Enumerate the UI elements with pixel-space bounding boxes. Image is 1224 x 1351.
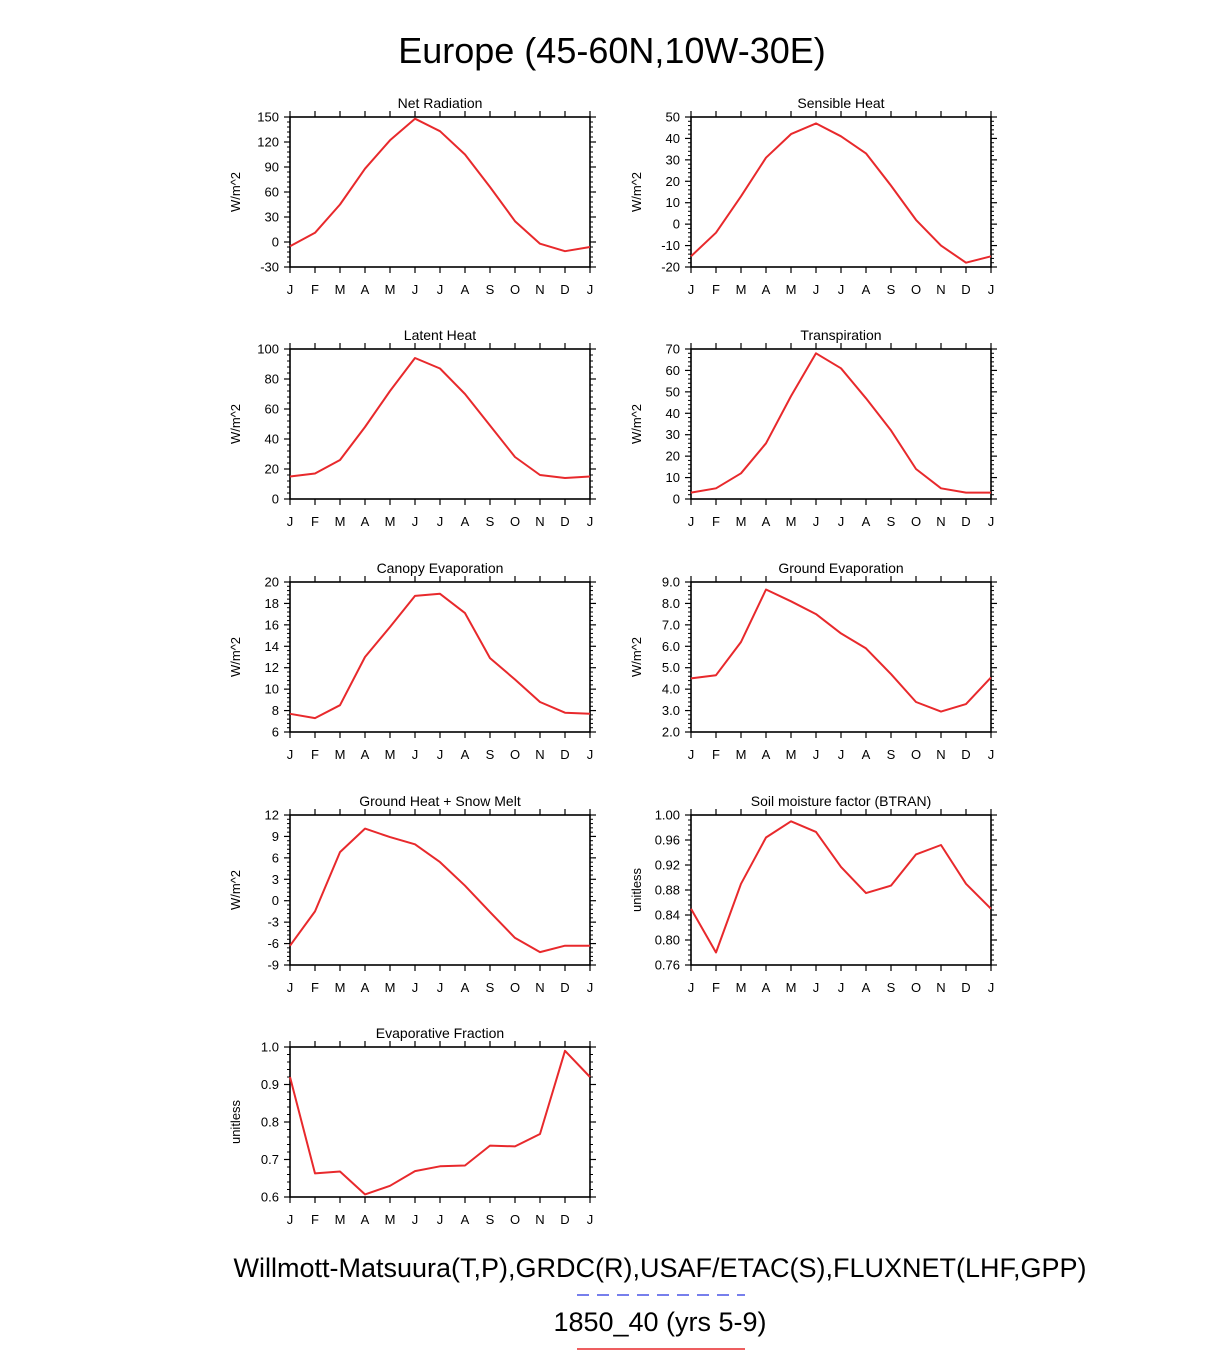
x-tick-label: J — [286, 282, 294, 297]
x-tick-label: A — [761, 747, 771, 762]
series-line — [290, 594, 590, 718]
y-tick-label: 60 — [264, 401, 279, 417]
x-tick-label: J — [436, 514, 444, 529]
y-axis-label: W/m^2 — [228, 869, 243, 911]
x-tick-label: D — [961, 747, 971, 762]
y-tick-label: 20 — [264, 461, 279, 477]
x-tick-label: N — [535, 514, 545, 529]
y-tick-label: 9 — [271, 828, 279, 844]
y-tick-label: 0.6 — [260, 1189, 279, 1205]
x-tick-label: J — [286, 980, 294, 995]
y-tick-label: 30 — [264, 209, 279, 225]
panel-sensible-heat — [629, 95, 997, 297]
y-tick-label: 50 — [665, 109, 680, 125]
plot-frame — [691, 815, 991, 965]
x-tick-label: S — [886, 980, 896, 995]
series-line — [290, 358, 590, 478]
x-tick-label: M — [785, 980, 797, 995]
x-tick-label: J — [812, 747, 820, 762]
x-tick-label: A — [460, 980, 470, 995]
x-tick-label: J — [411, 1212, 419, 1227]
y-tick-label: 8.0 — [661, 595, 680, 611]
x-tick-label: M — [334, 282, 346, 297]
y-axis-label: unitless — [629, 867, 644, 913]
panel-title: Transpiration — [800, 327, 882, 343]
plot-frame — [290, 1047, 590, 1197]
y-tick-label: 10 — [665, 470, 680, 486]
x-tick-label: A — [360, 282, 370, 297]
x-tick-label: D — [961, 514, 971, 529]
x-tick-label: F — [311, 747, 319, 762]
x-tick-label: M — [334, 980, 346, 995]
x-tick-label: J — [687, 980, 695, 995]
y-tick-label: 80 — [264, 371, 279, 387]
y-tick-label: -20 — [661, 259, 680, 275]
y-tick-label: 70 — [665, 341, 680, 357]
x-tick-label: A — [460, 282, 470, 297]
x-tick-label: A — [460, 747, 470, 762]
y-tick-label: 30 — [665, 427, 680, 443]
plot-frame — [691, 117, 991, 267]
x-tick-label: S — [886, 282, 896, 297]
y-tick-label: 9.0 — [661, 574, 680, 590]
series-line — [691, 353, 991, 492]
y-tick-label: 0 — [271, 893, 279, 909]
panel-latent-heat — [228, 327, 596, 529]
x-tick-label: S — [886, 514, 896, 529]
x-tick-label: M — [384, 980, 396, 995]
x-tick-label: O — [910, 747, 922, 762]
y-tick-label: 40 — [665, 405, 680, 421]
x-tick-label: M — [785, 747, 797, 762]
y-tick-label: 0 — [672, 491, 680, 507]
x-tick-label: J — [411, 514, 419, 529]
y-tick-label: 0.7 — [260, 1152, 279, 1167]
x-tick-label: J — [586, 1212, 594, 1227]
x-tick-label: M — [334, 514, 346, 529]
x-tick-label: A — [761, 980, 771, 995]
y-tick-label: 20 — [264, 574, 279, 590]
y-tick-label: -10 — [661, 238, 680, 254]
panels-container — [228, 95, 997, 1227]
y-tick-label: 0 — [271, 491, 279, 507]
x-tick-label: J — [812, 514, 820, 529]
y-tick-label: 14 — [264, 638, 279, 654]
y-tick-label: -3 — [267, 914, 279, 930]
x-tick-label: F — [311, 1212, 319, 1227]
x-tick-label: J — [987, 980, 995, 995]
plot-frame — [290, 815, 590, 965]
y-tick-label: 0 — [672, 216, 680, 232]
y-axis-label: W/m^2 — [629, 171, 644, 213]
x-tick-label: J — [411, 282, 419, 297]
x-tick-label: J — [586, 282, 594, 297]
x-tick-label: J — [286, 1212, 294, 1227]
x-tick-label: F — [311, 282, 319, 297]
y-tick-label: 60 — [264, 184, 279, 200]
x-tick-label: O — [910, 282, 922, 297]
x-tick-label: J — [411, 747, 419, 762]
y-axis-label: unitless — [228, 1099, 243, 1145]
x-tick-label: N — [936, 980, 946, 995]
y-tick-label: 0.88 — [654, 882, 680, 898]
x-tick-label: J — [987, 282, 995, 297]
x-tick-label: F — [712, 282, 720, 297]
x-tick-label: J — [987, 514, 995, 529]
x-tick-label: J — [812, 980, 820, 995]
x-tick-label: M — [735, 282, 747, 297]
x-tick-label: A — [360, 980, 370, 995]
x-tick-label: S — [886, 747, 896, 762]
x-tick-label: J — [586, 514, 594, 529]
x-tick-label: A — [861, 747, 871, 762]
x-tick-label: A — [360, 514, 370, 529]
y-axis-label: W/m^2 — [228, 636, 243, 678]
y-tick-label: 0.80 — [654, 932, 680, 948]
x-tick-label: N — [535, 1212, 545, 1227]
x-tick-label: J — [837, 980, 845, 995]
x-tick-label: D — [560, 747, 570, 762]
y-tick-label: 0.9 — [260, 1077, 279, 1092]
x-tick-label: M — [785, 514, 797, 529]
y-tick-label: 12 — [264, 807, 279, 823]
y-tick-label: 16 — [264, 617, 279, 633]
x-tick-label: S — [485, 980, 495, 995]
y-tick-label: 12 — [264, 660, 279, 676]
panel-soil-moisture-factor-btran — [629, 793, 997, 995]
x-tick-label: J — [812, 282, 820, 297]
x-tick-label: M — [735, 514, 747, 529]
x-tick-label: O — [910, 514, 922, 529]
y-tick-label: 40 — [264, 431, 279, 447]
x-tick-label: J — [436, 747, 444, 762]
x-tick-label: J — [837, 747, 845, 762]
y-tick-label: 1.0 — [260, 1039, 279, 1055]
y-tick-label: 30 — [665, 152, 680, 168]
panel-title: Canopy Evaporation — [376, 560, 504, 576]
y-tick-label: 150 — [257, 109, 279, 125]
y-tick-label: 6 — [271, 850, 279, 866]
x-tick-label: J — [687, 514, 695, 529]
x-tick-label: O — [509, 282, 521, 297]
figure-title: Europe (45-60N,10W-30E) — [398, 30, 826, 71]
x-tick-label: A — [861, 514, 871, 529]
y-tick-label: 6.0 — [661, 638, 680, 654]
x-tick-label: J — [837, 514, 845, 529]
x-tick-label: M — [334, 747, 346, 762]
x-tick-label: A — [861, 282, 871, 297]
y-tick-label: 8 — [271, 703, 279, 719]
y-tick-label: 0.92 — [654, 857, 680, 873]
series-line — [290, 1051, 590, 1195]
x-tick-label: J — [436, 980, 444, 995]
x-tick-label: F — [712, 980, 720, 995]
panel-transpiration — [629, 327, 997, 529]
x-tick-label: F — [712, 747, 720, 762]
x-tick-label: N — [936, 514, 946, 529]
x-tick-label: N — [936, 747, 946, 762]
x-tick-label: D — [961, 980, 971, 995]
x-tick-label: J — [436, 282, 444, 297]
x-tick-label: N — [535, 282, 545, 297]
y-tick-label: 4.0 — [661, 681, 680, 697]
x-tick-label: M — [735, 980, 747, 995]
y-tick-label: 6 — [271, 724, 279, 740]
y-tick-label: 20 — [665, 173, 680, 189]
x-tick-label: A — [460, 514, 470, 529]
panel-title: Soil moisture factor (BTRAN) — [750, 793, 932, 809]
x-tick-label: S — [485, 514, 495, 529]
series-line — [691, 123, 991, 262]
y-tick-label: 18 — [264, 595, 279, 611]
y-tick-label: -30 — [260, 259, 279, 275]
y-tick-label: 0.76 — [654, 957, 680, 973]
x-tick-label: S — [485, 1212, 495, 1227]
footer-case: 1850_40 (yrs 5-9) — [553, 1307, 767, 1337]
x-tick-label: D — [560, 980, 570, 995]
panel-title: Evaporative Fraction — [375, 1025, 505, 1041]
y-tick-label: 3.0 — [661, 703, 680, 719]
x-tick-label: O — [509, 980, 521, 995]
x-tick-label: J — [687, 282, 695, 297]
plot-frame — [290, 582, 590, 732]
y-tick-label: -6 — [267, 936, 279, 952]
panel-title: Net Radiation — [397, 95, 483, 111]
y-tick-label: 7.0 — [661, 617, 680, 633]
y-tick-label: 60 — [665, 362, 680, 378]
x-tick-label: J — [586, 747, 594, 762]
panel-canopy-evaporation — [228, 560, 596, 762]
x-tick-label: A — [360, 747, 370, 762]
y-tick-label: 120 — [257, 134, 279, 150]
x-tick-label: F — [712, 514, 720, 529]
x-tick-label: A — [761, 514, 771, 529]
x-tick-label: J — [411, 980, 419, 995]
x-tick-label: A — [360, 1212, 370, 1227]
panel-evaporative-fraction — [228, 1025, 596, 1227]
x-tick-label: J — [436, 1212, 444, 1227]
series-line — [290, 829, 590, 953]
x-tick-label: M — [384, 282, 396, 297]
x-tick-label: A — [861, 980, 871, 995]
x-tick-label: O — [509, 747, 521, 762]
x-tick-label: J — [286, 747, 294, 762]
x-tick-label: J — [987, 747, 995, 762]
y-tick-label: 2.0 — [661, 724, 680, 740]
x-tick-label: A — [460, 1212, 470, 1227]
y-tick-label: 3 — [271, 871, 279, 887]
panel-title: Latent Heat — [403, 327, 477, 343]
y-tick-label: 50 — [665, 384, 680, 400]
x-tick-label: N — [936, 282, 946, 297]
x-tick-label: O — [509, 1212, 521, 1227]
x-tick-label: J — [687, 747, 695, 762]
x-tick-label: N — [535, 747, 545, 762]
y-tick-label: 0 — [271, 234, 279, 250]
x-tick-label: J — [286, 514, 294, 529]
panel-title: Ground Heat + Snow Melt — [359, 793, 521, 809]
y-axis-label: W/m^2 — [228, 171, 243, 213]
y-tick-label: 90 — [264, 159, 279, 175]
y-tick-label: 100 — [257, 341, 279, 357]
x-tick-label: S — [485, 747, 495, 762]
panel-title: Ground Evaporation — [778, 560, 904, 576]
x-tick-label: O — [509, 514, 521, 529]
x-tick-label: M — [334, 1212, 346, 1227]
y-axis-label: W/m^2 — [228, 403, 243, 445]
x-tick-label: F — [311, 980, 319, 995]
y-tick-label: 1.00 — [654, 807, 680, 823]
x-tick-label: O — [910, 980, 922, 995]
panel-net-radiation — [228, 95, 596, 297]
x-tick-label: M — [384, 747, 396, 762]
x-tick-label: S — [485, 282, 495, 297]
y-tick-label: 10 — [665, 195, 680, 211]
y-axis-label: W/m^2 — [629, 636, 644, 678]
series-line — [691, 590, 991, 712]
x-tick-label: D — [560, 514, 570, 529]
y-axis-label: W/m^2 — [629, 403, 644, 445]
x-tick-label: J — [586, 980, 594, 995]
x-tick-label: D — [560, 1212, 570, 1227]
x-tick-label: D — [560, 282, 570, 297]
y-tick-label: 0.96 — [654, 832, 680, 848]
x-tick-label: M — [384, 1212, 396, 1227]
series-line — [290, 119, 590, 252]
panel-ground-evaporation — [629, 560, 997, 762]
panel-ground-heat-snow-melt — [228, 793, 596, 995]
y-tick-label: 0.84 — [654, 907, 680, 923]
footer-datasets: Willmott-Matsuura(T,P),GRDC(R),USAF/ETAC(S),FLUXNET(LHF,GPP) — [233, 1253, 1087, 1283]
x-tick-label: M — [384, 514, 396, 529]
y-tick-label: -9 — [267, 957, 279, 973]
y-tick-label: 20 — [665, 448, 680, 464]
x-tick-label: M — [735, 747, 747, 762]
y-tick-label: 10 — [264, 681, 279, 697]
y-tick-label: 5.0 — [661, 660, 680, 676]
x-tick-label: J — [837, 282, 845, 297]
x-tick-label: M — [785, 282, 797, 297]
x-tick-label: F — [311, 514, 319, 529]
panel-title: Sensible Heat — [797, 95, 885, 111]
x-tick-label: A — [761, 282, 771, 297]
series-line — [691, 821, 991, 952]
y-tick-label: 40 — [665, 130, 680, 146]
y-tick-label: 0.8 — [260, 1114, 279, 1130]
x-tick-label: D — [961, 282, 971, 297]
x-tick-label: N — [535, 980, 545, 995]
